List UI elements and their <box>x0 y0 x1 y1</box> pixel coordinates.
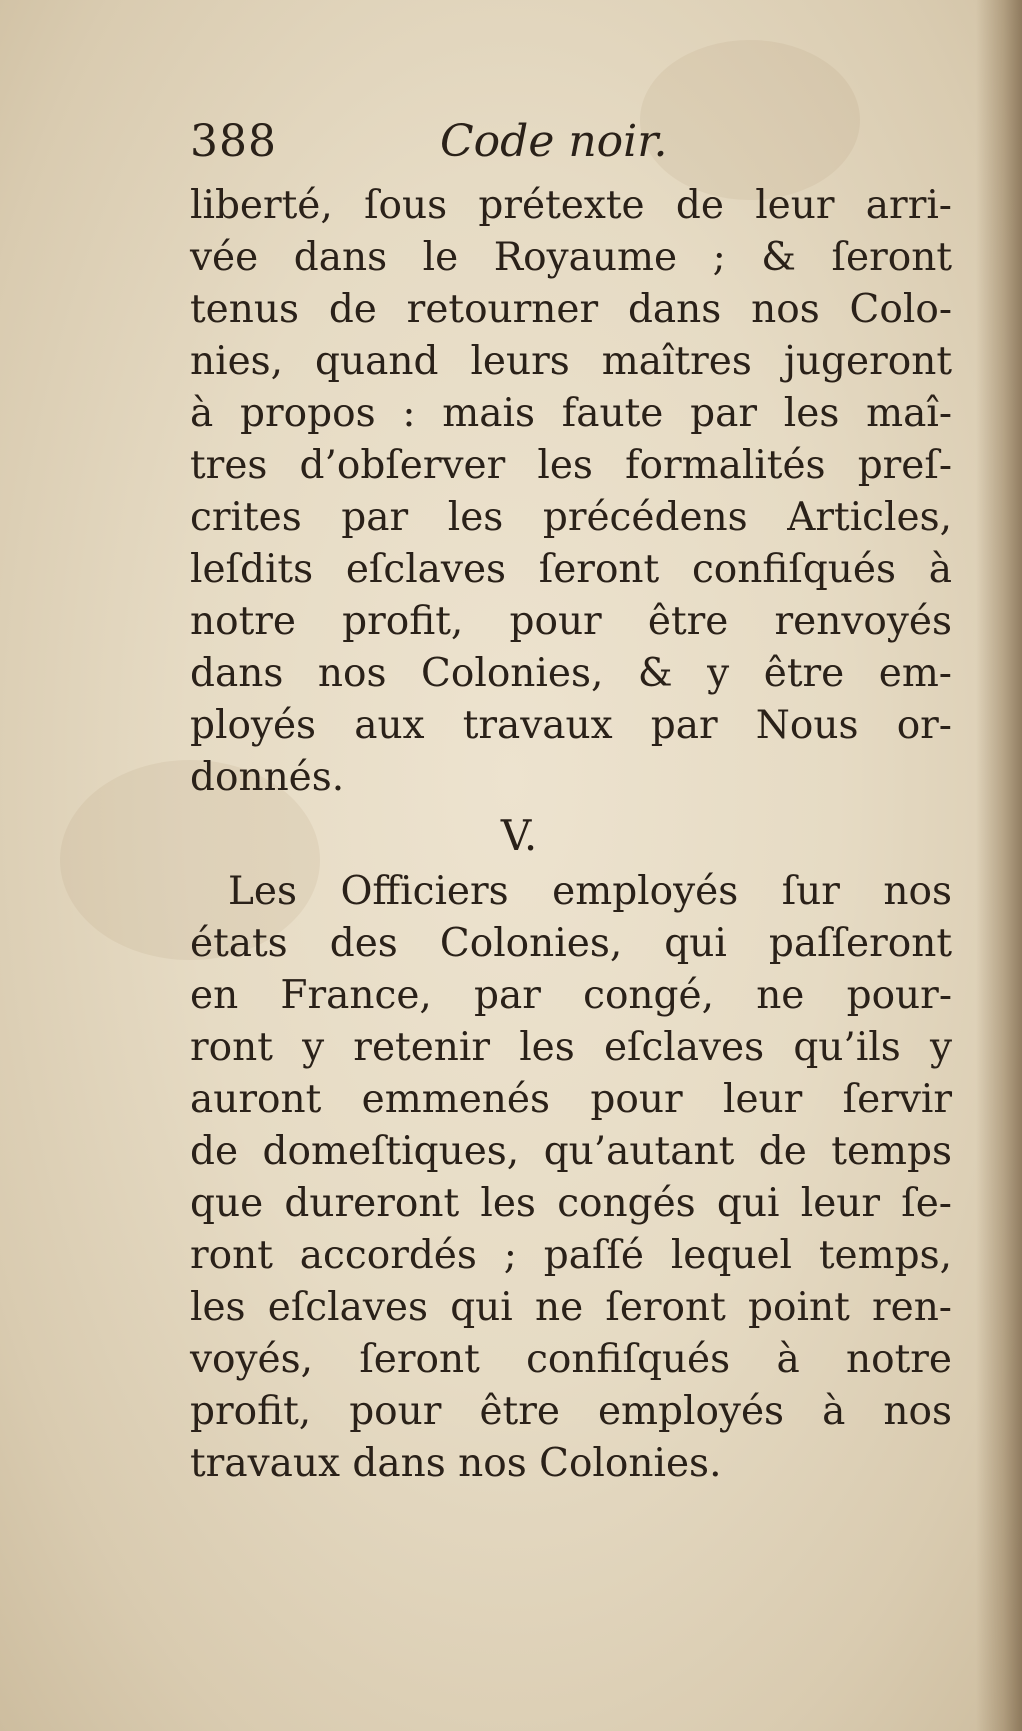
text-line: donnés. <box>190 755 345 800</box>
article-paragraph <box>190 866 952 1490</box>
page-number: 388 <box>190 116 277 167</box>
text-line: à propos : mais faute par les maî- <box>190 391 952 436</box>
text-line: liberté, ſous prétexte de leur arri- <box>190 183 952 228</box>
text-line: travaux dans nos Colonies. <box>190 1441 722 1486</box>
text-line: auront emmenés pour leur ſervir <box>190 1077 952 1122</box>
text-line: vée dans le Royaume ; & ſeront <box>190 235 952 280</box>
page-gutter-shadow <box>976 0 1022 1731</box>
text-line: leſdits eſclaves ſeront confiſqués à <box>190 547 952 592</box>
text-line: de domeſtiques, qu’autant de temps <box>190 1129 952 1174</box>
text-line <box>190 866 952 918</box>
running-title: Code noir. <box>440 116 668 167</box>
text-line: dans nos Colonies, & y être em- <box>190 651 952 696</box>
paragraph-continuation <box>190 180 952 804</box>
text-line: ront y retenir les eſclaves qu’ils y <box>190 1025 952 1070</box>
text-line: en France, par congé, ne pour- <box>190 973 952 1018</box>
running-header <box>190 112 950 172</box>
text-line: voyés, ſeront confiſqués à notre <box>190 1337 952 1382</box>
text-line: ployés aux travaux par Nous or- <box>190 703 952 748</box>
text-line-content: Les Officiers employés ſur nos <box>228 869 952 914</box>
text-line: les eſclaves qui ne ſeront point ren- <box>190 1285 952 1330</box>
text-line: que dureront les congés qui leur ſe- <box>190 1181 952 1226</box>
text-line: états des Colonies, qui paſſeront <box>190 921 952 966</box>
text-line: tenus de retourner dans nos Colo- <box>190 287 952 332</box>
text-line: profit, pour être employés à nos <box>190 1389 952 1434</box>
text-line: notre profit, pour être renvoyés <box>190 599 952 644</box>
text-line: nies, quand leurs maîtres jugeront <box>190 339 952 384</box>
text-line: tres d’obſerver les formalités preſ- <box>190 443 952 488</box>
text-line: crites par les précédens Articles, <box>190 495 952 540</box>
text-line: ront accordés ; paſſé lequel temps, <box>190 1233 952 1278</box>
article-heading: V. <box>500 811 538 860</box>
